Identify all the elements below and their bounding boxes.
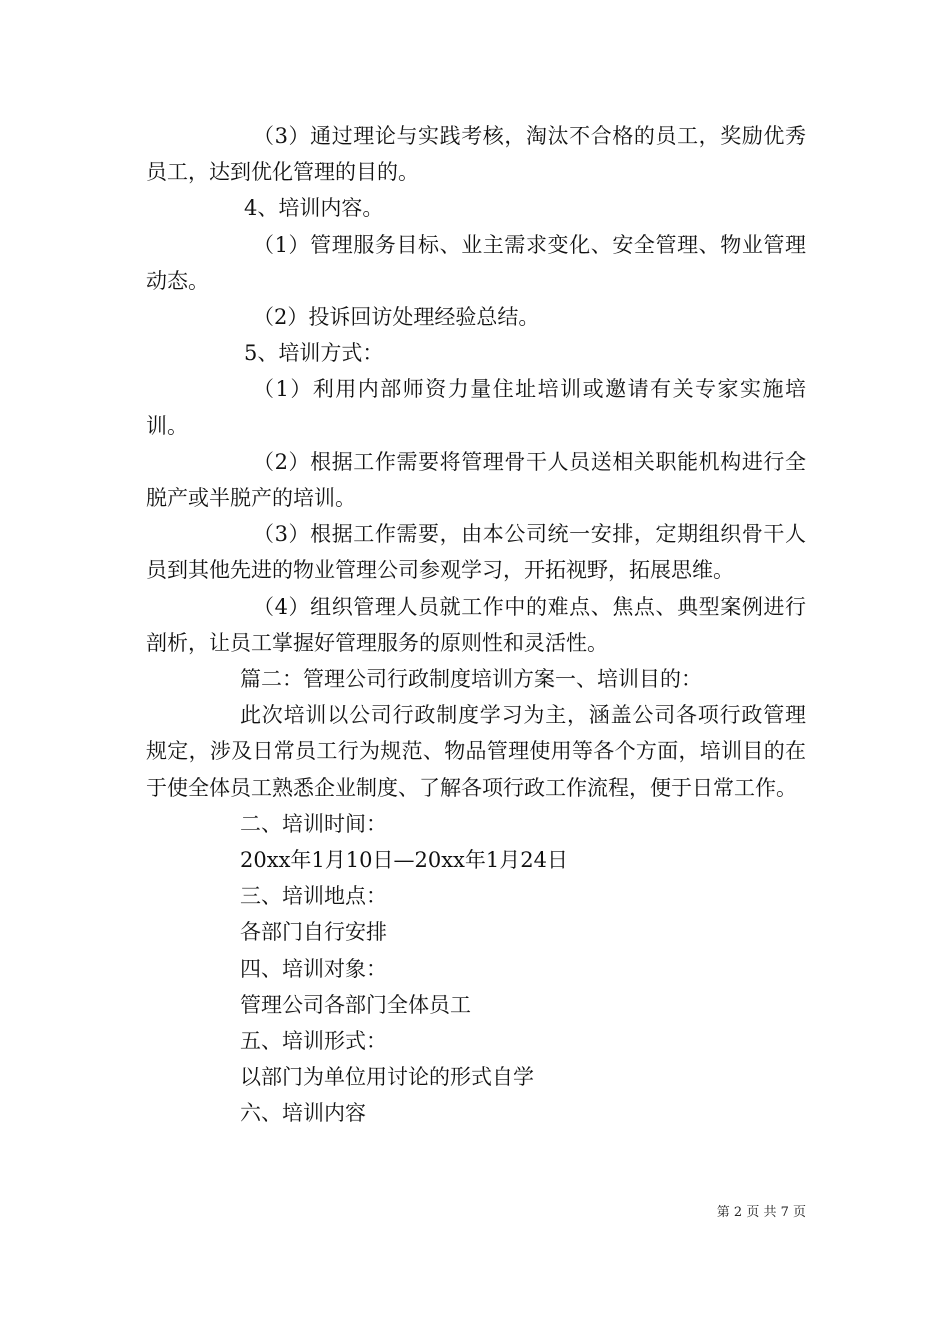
page-number: 第 2 页 共 7 页: [716, 1205, 806, 1220]
paragraph-content-2: （2）投诉回访处理经验总结。: [253, 305, 540, 330]
heading-training-location: 三、培训地点：: [240, 884, 387, 909]
heading-training-format: 五、培训形式：: [240, 1029, 387, 1054]
value-training-time: 20xx年1月10日—20xx年1月24日: [240, 848, 568, 873]
value-training-audience: 管理公司各部门全体员工: [240, 992, 471, 1017]
heading-training-audience: 四、培训对象：: [240, 956, 387, 981]
paragraph-method-1: （1）利用内部师资力量住址培训或邀请有关专家实施培训。: [146, 377, 806, 438]
paragraph-training-purpose: 此次培训以公司行政制度学习为主，涵盖公司各项行政管理规定，涉及日常员工行为规范、物品管理使用等各个方面，培训目的在于使全体员工熟悉企业制度、了解各项行政工作流程，便于日常工作。: [146, 703, 806, 800]
heading-training-content: 4、培训内容。: [244, 196, 384, 221]
paragraph-method-3: （3）根据工作需要，由本公司统一安排，定期组织骨干人员到其他先进的物业管理公司参观学习，开拓视野，拓展思维。: [146, 522, 806, 583]
document-body: [146, 118, 806, 1132]
paragraph-method-4: （4）组织管理人员就工作中的难点、焦点、典型案例进行剖析，让员工掌握好管理服务的原则性和灵活性。: [146, 594, 806, 655]
heading-training-time: 二、培训时间：: [240, 811, 387, 836]
value-training-location: 各部门自行安排: [240, 920, 387, 945]
value-training-format: 以部门为单位用讨论的形式自学: [240, 1065, 534, 1090]
heading-training-topics: 六、培训内容: [240, 1101, 366, 1126]
heading-training-methods: 5、培训方式：: [244, 341, 384, 366]
heading-part-two: 篇二：管理公司行政制度培训方案一、培训目的：: [240, 667, 702, 692]
paragraph-assessment-3: （3）通过理论与实践考核，淘汰不合格的员工，奖励优秀员工，达到优化管理的目的。: [146, 124, 806, 185]
paragraph-method-2: （2）根据工作需要将管理骨干人员送相关职能机构进行全脱产或半脱产的培训。: [146, 449, 806, 511]
paragraph-content-1: （1）管理服务目标、业主需求变化、安全管理、物业管理动态。: [146, 232, 806, 293]
